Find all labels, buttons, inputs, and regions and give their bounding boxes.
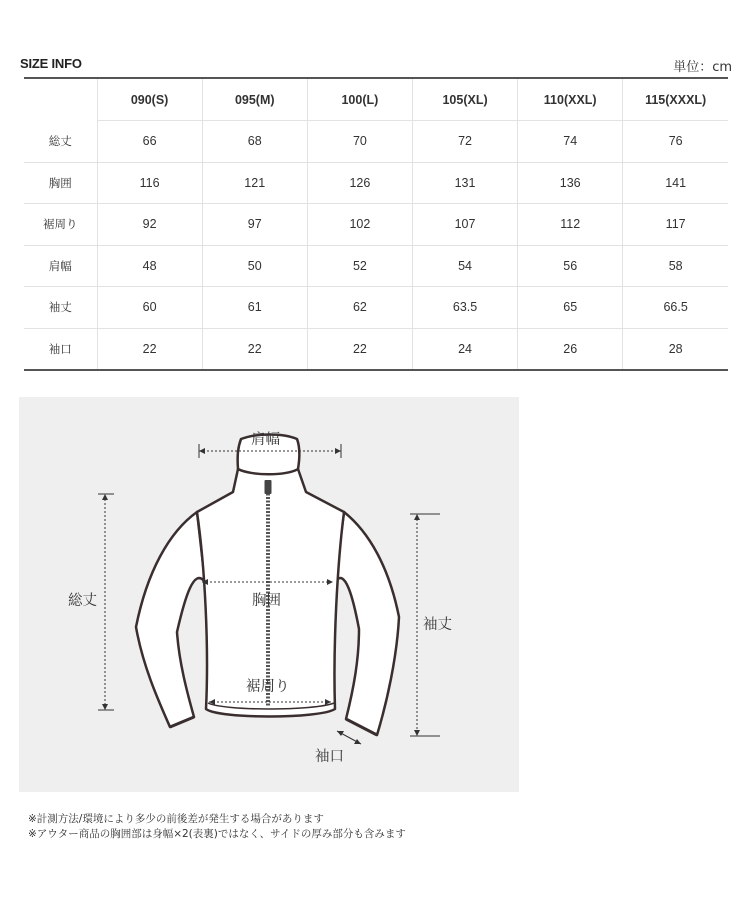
table-row	[24, 204, 728, 246]
table-cell: 66	[97, 121, 202, 163]
table-cell: 76	[623, 121, 728, 163]
table-cell: 117	[623, 204, 728, 246]
table-row	[24, 287, 728, 329]
table-cell: 50	[202, 245, 307, 287]
total-length-label: 総丈	[68, 593, 97, 609]
table-cell: 112	[518, 204, 623, 246]
table-cell: 74	[518, 121, 623, 163]
table-cell: 22	[307, 328, 412, 370]
table-cell: 56	[518, 245, 623, 287]
table-cell: 107	[412, 204, 517, 246]
column-header: 115(XXXL)	[623, 78, 728, 121]
table-cell: 68	[202, 121, 307, 163]
row-label: 胸囲	[24, 162, 97, 204]
table-cell: 70	[307, 121, 412, 163]
column-header: 100(L)	[307, 78, 412, 121]
table-cell: 136	[518, 162, 623, 204]
table-row	[24, 245, 728, 287]
column-header: 090(S)	[97, 78, 202, 121]
column-header: 110(XXL)	[518, 78, 623, 121]
table-cell: 116	[97, 162, 202, 204]
note-line: ※アウター商品の胸囲部は身幅×2(表裏)ではなく、サイドの厚み部分も含みます	[28, 828, 406, 840]
unit-label: 単位：cm	[673, 60, 732, 75]
table-cell: 52	[307, 245, 412, 287]
table-row	[24, 328, 728, 370]
table-cell: 48	[97, 245, 202, 287]
row-label: 総丈	[24, 121, 97, 163]
table-cell: 126	[307, 162, 412, 204]
column-header: 095(M)	[202, 78, 307, 121]
note-line: ※計測方法/環境により多少の前後差が発生する場合があります	[28, 813, 324, 825]
table-cell: 60	[97, 287, 202, 329]
table-cell: 26	[518, 328, 623, 370]
sleeve-length-label: 袖丈	[423, 617, 452, 633]
table-cell: 24	[412, 328, 517, 370]
table-cell: 65	[518, 287, 623, 329]
row-label: 裾周り	[24, 204, 97, 246]
hem-label: 裾周り	[246, 679, 290, 695]
table-cell: 141	[623, 162, 728, 204]
corner-cell	[24, 78, 97, 121]
row-label: 袖丈	[24, 287, 97, 329]
table-cell: 22	[97, 328, 202, 370]
size-table	[24, 77, 728, 371]
table-row	[24, 162, 728, 204]
table-cell: 121	[202, 162, 307, 204]
table-cell: 22	[202, 328, 307, 370]
table-cell: 62	[307, 287, 412, 329]
table-cell: 97	[202, 204, 307, 246]
table-cell: 61	[202, 287, 307, 329]
table-cell: 102	[307, 204, 412, 246]
table-cell: 63.5	[412, 287, 517, 329]
left-sleeve	[136, 512, 205, 727]
shoulder-label: 肩幅	[251, 432, 280, 448]
table-cell: 54	[412, 245, 517, 287]
chest-label: 胸囲	[252, 593, 281, 609]
table-header-row	[24, 78, 728, 121]
table-cell: 92	[97, 204, 202, 246]
table-cell: 72	[412, 121, 517, 163]
table-row	[24, 121, 728, 163]
table-cell: 66.5	[623, 287, 728, 329]
row-label: 袖口	[24, 328, 97, 370]
notes	[28, 812, 406, 842]
table-cell: 58	[623, 245, 728, 287]
page-title: SIZE INFO	[20, 56, 82, 71]
measurement-diagram	[19, 397, 519, 792]
table-cell: 131	[412, 162, 517, 204]
cuff-label: 袖口	[315, 749, 344, 765]
column-header: 105(XL)	[412, 78, 517, 121]
row-label: 肩幅	[24, 245, 97, 287]
table-cell: 28	[623, 328, 728, 370]
right-sleeve	[335, 512, 399, 735]
